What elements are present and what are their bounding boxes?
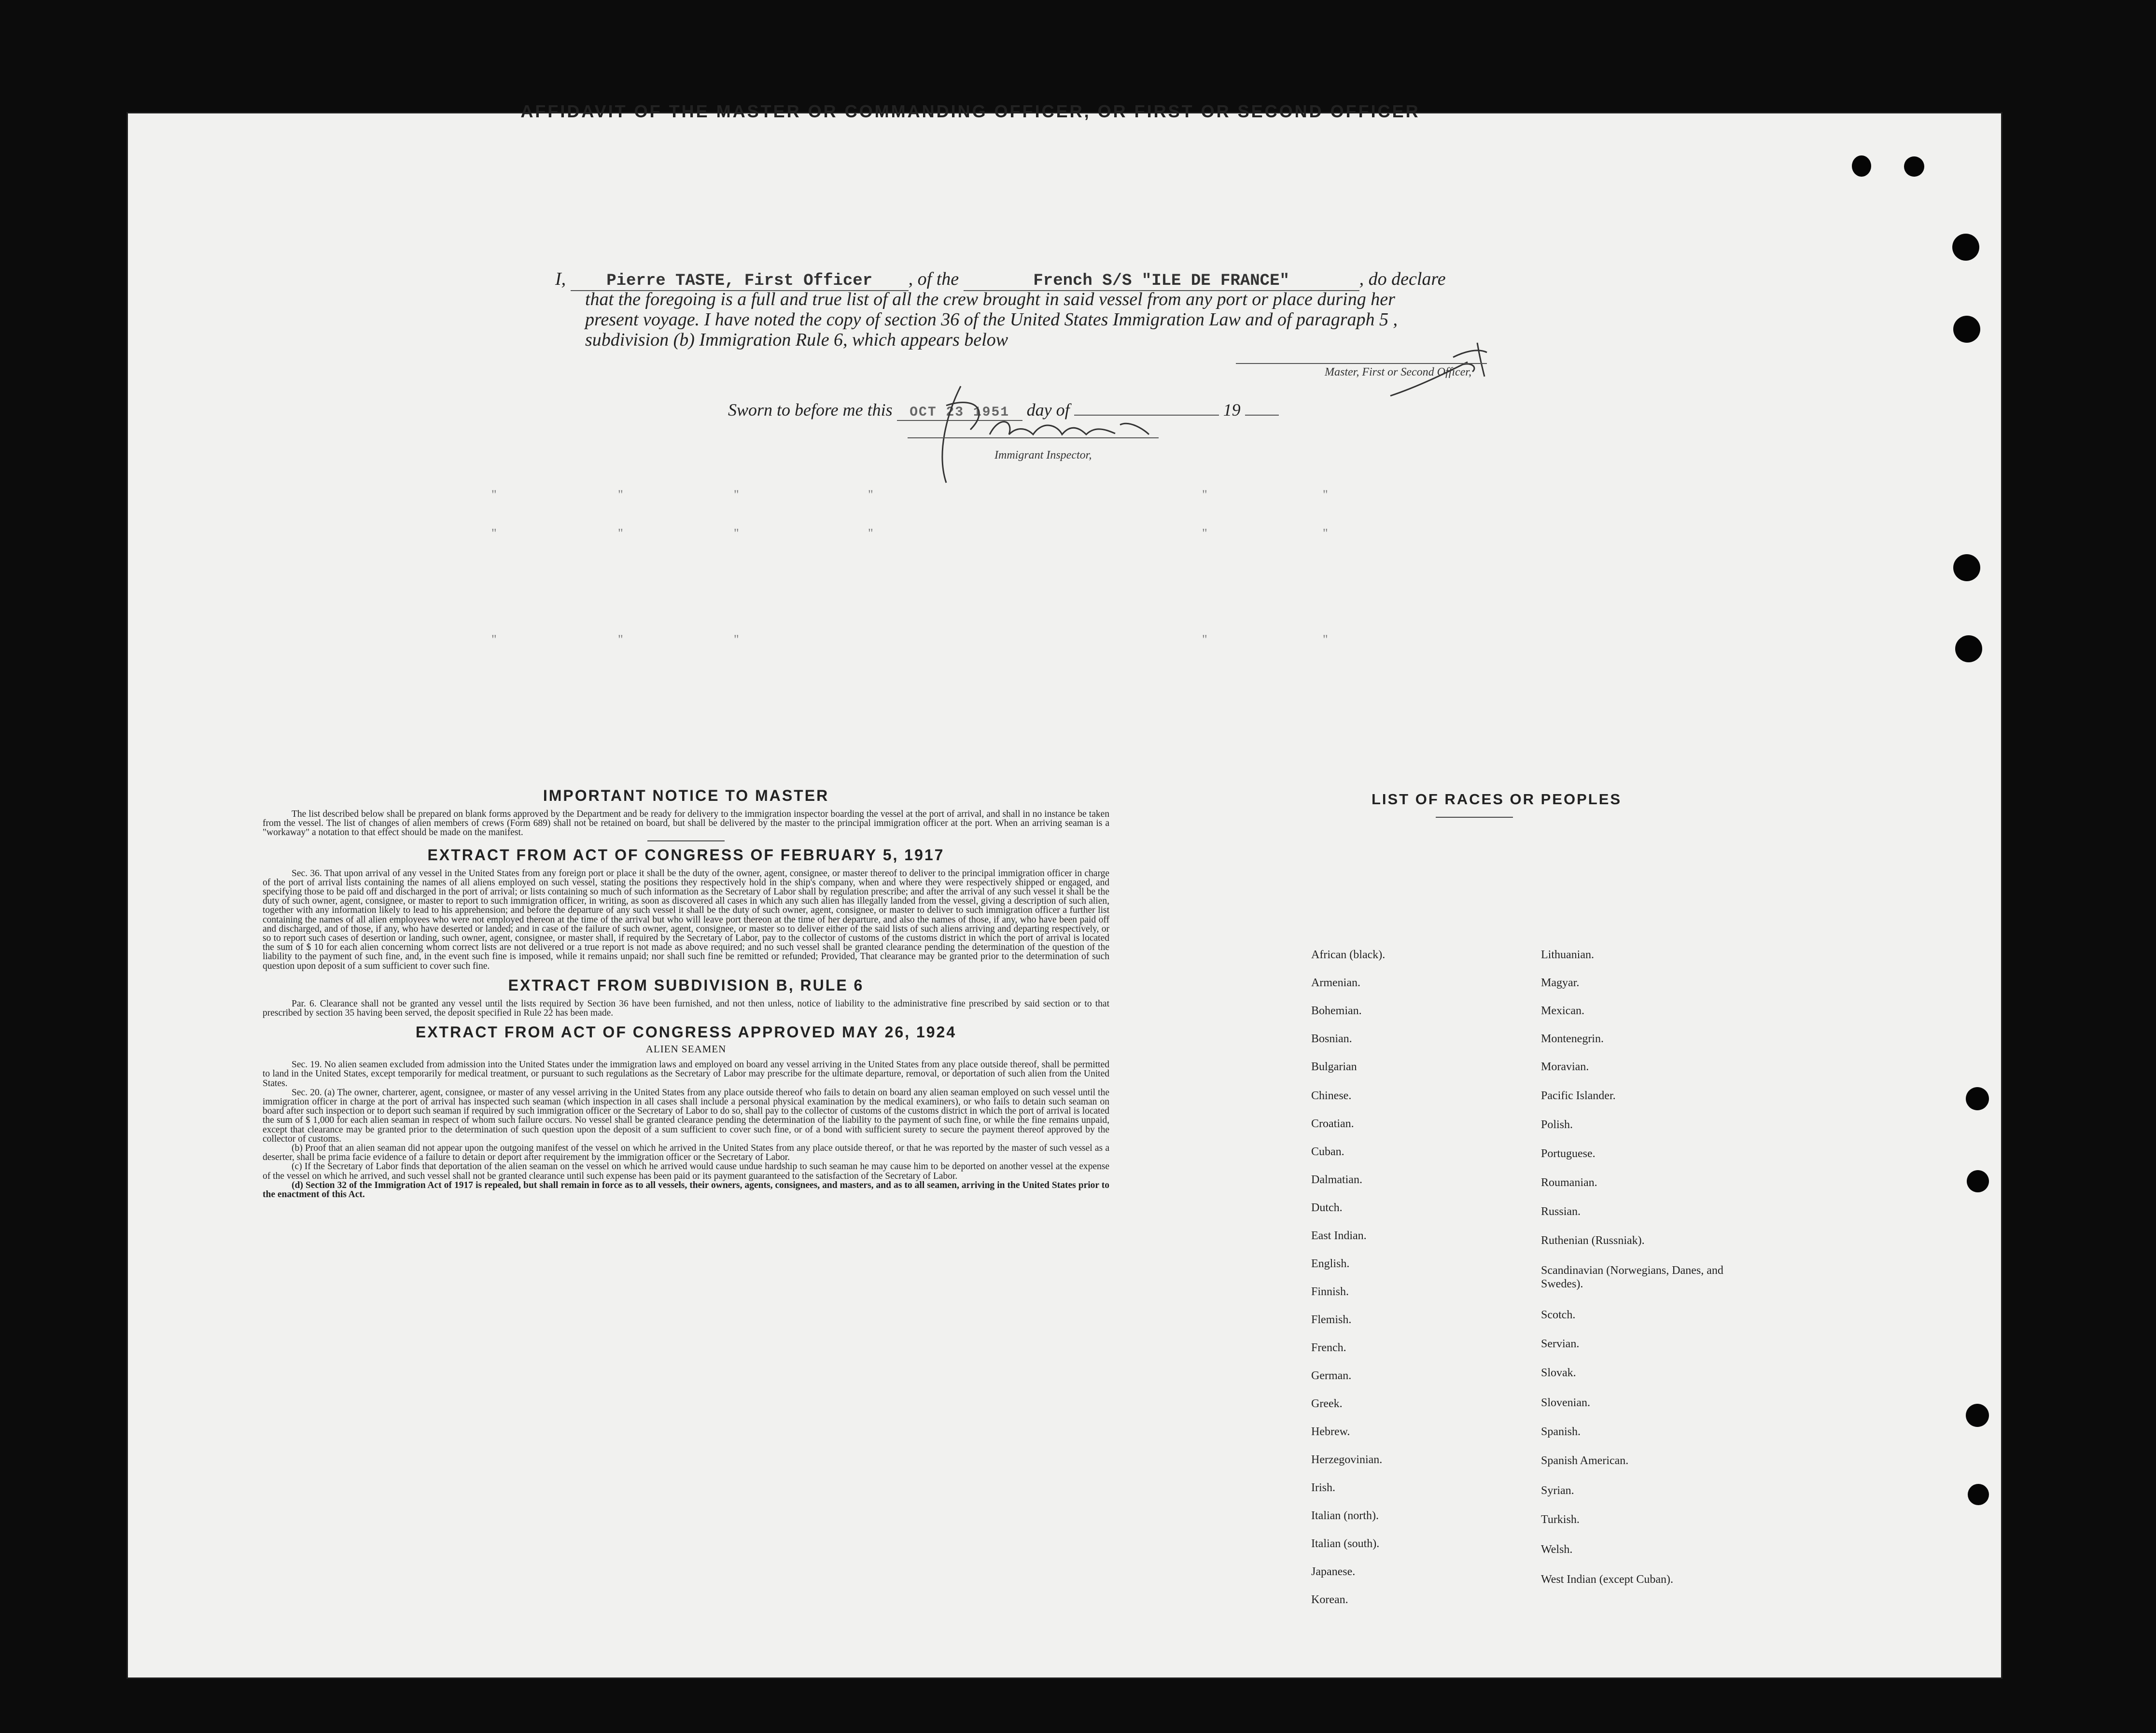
punch-hole [1966,1087,1989,1110]
do-declare-text: , do declare [1359,269,1446,289]
race-item: Montenegrin. [1541,1033,1604,1045]
section-20a-text: Sec. 20. (a) The owner, charterer, agent, consignee, or master of any vessel arriving in the United States from any place outside thereof who fails to detain on board any alien seaman employed on such vessel until the immigration officer in charge at the port of arrival has inspected such seaman (which inspection in all cases shall include a personal physical examination by the medical examiners), or who fails to detain such seaman on board after such inspection or to deport such seaman if required by such immigration officer or the Secretary of Labor to do so, shall pay to the collector of customs of the customs district in which the port of arrival is located the sum of $ 1,000 for each alien seaman in respect of whom such failure occurs. No vessel shall be granted clearance pending the determination of the liability to the payment of such fine, or while the fine remains unpaid, except that clearance may be granted prior to the determination of such question upon the deposit of a sum sufficient to cover such fine, or of a bond with sufficient surety to secure the payment thereof approved by the collector of customs. [263,1087,1109,1144]
day-of-text: day of [1026,400,1070,419]
race-item: Syrian. [1541,1484,1574,1497]
race-item: Moravian. [1541,1061,1589,1073]
race-item: Bulgarian [1311,1061,1357,1073]
punch-hole [1968,1484,1989,1505]
race-item: Greek. [1311,1398,1343,1410]
race-item: African (black). [1311,949,1386,961]
race-item: Finnish. [1311,1286,1349,1298]
race-item: Cuban. [1311,1146,1344,1158]
affidavit-line-1 [555,268,1446,291]
race-item: Lithuanian. [1541,949,1594,961]
affidavit-line-4: subdivision (b) Immigration Rule 6, which appears below [585,330,1008,350]
race-item: Korean. [1311,1593,1348,1606]
race-item: Spanish American. [1541,1454,1629,1467]
affidavit-title: AFFIDAVIT OF THE MASTER OR COMMANDING OFFICER, OR FIRST OR SECOND OFFICER [520,101,1420,121]
race-item: Polish. [1541,1118,1573,1131]
race-item: Mexican. [1541,1005,1584,1017]
year-prefix: 19 [1223,400,1241,419]
race-item: Flemish. [1311,1314,1352,1326]
sworn-prefix: Sworn to before me this [728,400,893,419]
notice-body: The list described below shall be prepared on blank forms approved by the Department and be ready for delivery to the immigration inspector boarding the vessel at the port of arrival, and shall in no instance be taken from the vessel. The list of changes of alien members of crews (Form 689) shall not be retained on board, but shall be delivered by the master to the principal immigration officer at the port. When an arriving seaman is a "workaway" a notation to that effect should be made on the manifest. [263,809,1109,838]
pronoun-i: I, [555,269,566,289]
race-item: Italian (south). [1311,1537,1380,1550]
punch-hole [1966,1404,1989,1427]
race-item: Magyar. [1541,977,1580,989]
affidavit-line-2: that the foregoing is a full and true list of all the crew brought in said vessel from any port or place during her [585,289,1395,309]
race-item: Pacific Islander. [1541,1090,1616,1102]
race-item: Welsh. [1541,1543,1573,1556]
date-stamp: OCT 23 1951 [910,405,1010,420]
race-item: Slovak. [1541,1367,1576,1379]
race-item: Irish. [1311,1481,1335,1494]
affidavit-line-3: present voyage. I have noted the copy of section 36 of the United States Immigration Law and of paragraph 5 , [585,309,1398,330]
race-item: Armenian. [1311,977,1360,989]
race-item: Hebrew. [1311,1426,1350,1438]
race-item: Bohemian. [1311,1005,1362,1017]
race-item: Spanish. [1541,1426,1581,1438]
alien-seamen-subtitle: ALIEN SEAMEN [645,1043,727,1055]
races-title: LIST OF RACES OR PEOPLES [1371,791,1622,808]
race-item: English. [1311,1258,1350,1270]
declarant-name: Pierre TASTE, First Officer [606,272,873,290]
race-item: Roumanian. [1541,1176,1597,1189]
race-item: Ruthenian (Russniak). [1541,1234,1645,1247]
punch-hole [1852,155,1871,177]
race-item: Slovenian. [1541,1397,1590,1409]
race-item: Chinese. [1311,1090,1352,1102]
race-item: German. [1311,1370,1352,1382]
race-item: Japanese. [1311,1565,1356,1578]
race-item: Scandinavian (Norwegians, Danes, and Swedes). [1541,1264,1723,1290]
extract-rule6-title: EXTRACT FROM SUBDIVISION B, RULE 6 [508,976,864,994]
punch-hole [1952,234,1979,261]
section-20b-text: (b) Proof that an alien seaman did not appear upon the outgoing manifest of the vessel on which he arrived in the United States from any place outside thereof, or that he was reported by the master of such vessel as a deserter, shall be prima facie evidence of a failure to detain or deport after requirement by the immigration officer or the Secretary of Labor. [263,1143,1109,1163]
race-item: Croatian. [1311,1118,1354,1130]
vessel-name: French S/S "ILE DE FRANCE" [1033,272,1289,290]
extract-1917-title: EXTRACT FROM ACT OF CONGRESS OF FEBRUARY 5, 1917 [427,846,945,864]
paragraph-6-text: Par. 6. Clearance shall not be granted any vessel until the lists required by Section 36 have been furnished, and not then unless, notice of liability to the administrative fine prescribed by said section or to that prescribed by section 35 having been served, the deposit specified in Rule 22 has been made. [263,998,1109,1019]
punch-hole [1904,156,1924,177]
race-item: West Indian (except Cuban). [1541,1573,1673,1586]
officer-caption: Master, First or Second Officer, [1325,366,1471,378]
race-item: Bosnian. [1311,1033,1352,1045]
race-item: Servian. [1541,1338,1580,1350]
race-item: Turkish. [1541,1513,1580,1526]
race-item: Scotch. [1541,1309,1576,1321]
punch-hole [1953,316,1980,343]
race-item: Italian (north). [1311,1509,1379,1522]
race-item: French. [1311,1342,1346,1354]
section-20c-text: (c) If the Secretary of Labor finds that deportation of the alien seaman on the vessel on which he arrived would cause undue hardship to such seaman he may cause him to be deported on another vessel at the expense of the vessel on which he arrived, and such vessel shall not be granted clearance until such expense has been paid or its payment guaranteed to the satisfaction of the Secretary of Labor. [263,1161,1109,1181]
punch-hole [1953,554,1980,581]
race-item: Portuguese. [1541,1147,1596,1160]
notice-section [263,787,1109,1199]
race-item: Dalmatian. [1311,1174,1362,1186]
section-36-text: Sec. 36. That upon arrival of any vessel in the United States from any foreign port or place it shall be the duty of the owner, agent, consignee, or master thereof to deliver to the principal immigration officer in charge of the port of arrival lists containing the names of all aliens employed on such vessel, stating the positions they respectively hold in the ship's company, when and where they were respectively shipped or engaged, and specifying those to be paid off and discharged in the port of arrival; or lists containing so much of such information as the Secretary of Labor shall by regulation prescribe; and after the arrival of any such vessel it shall be the duty of such owner, agent, consignee, or master to report to such immigration officer, in writing, as soon as discovered all cases in which any such alien has illegally landed from the vessel, giving a description of such alien, together with any information likely to lead to his apprehension; and before the departure of any such vessel it shall be the duty of such owner, agent, consignee, or master to deliver to such immigration officer a further list containing the names of all alien employees who were not employed thereon at the time of the arrival but who will leave port thereon at the time of her departure, and also the names of those, if any, who have been paid off and discharged, and of those, if any, who have deserted or landed; and in case of the failure of such owner, agent, consignee, or master so to deliver either of the said lists of such aliens arriving and departing respectively, or so to report such cases of desertion or landing, such owner, agent, consignee, or master shall, if required by the Secretary of Labor, pay to the collector of customs of the customs district in which the port of arrival is located the sum of $ 10 for each alien concerning whom correct lists are not delivered or a true report is not made as above required; and no such vessel shall be granted clearance pending the determination of the question of the liability to the payment of such fine, and, in the event such fine is imposed, while it remains unpaid; nor shall such fine be remitted or refunded; Provided, That clearance may be granted prior to the determination of such question upon deposit of a sum sufficient to cover such fine. [263,868,1109,971]
notice-title: IMPORTANT NOTICE TO MASTER [543,787,829,804]
section-20d-text: (d) Section 32 of the Immigration Act of 1917 is repealed, but shall remain in force as to all vessels, their owners, agents, consignees, and masters, and as to all seamen, arriving in the United States prior to the enactment of this Act. [263,1180,1109,1200]
race-item: Dutch. [1311,1202,1343,1214]
inspector-signature [917,377,1188,492]
race-item: East Indian. [1311,1230,1367,1242]
race-item: Russian. [1541,1205,1581,1218]
of-the-text: , of the [908,269,959,289]
punch-hole [1967,1170,1989,1192]
section-19-text: Sec. 19. No alien seamen excluded from admission into the United States under the immigration laws and employed on board any vessel arriving in the United States from any place outside thereof, shall be permitted to land in the United States, except temporarily for medical treatment, or pursuant to such regulations as the Secretary of Labor may prescribe for the ultimate departure, removal, or deportation of such alien from the United States. [263,1060,1109,1089]
inspector-caption: Immigrant Inspector, [994,449,1092,461]
race-item: Herzegovinian. [1311,1453,1383,1466]
extract-1924-title: EXTRACT FROM ACT OF CONGRESS APPROVED MAY 26, 1924 [415,1023,957,1041]
punch-hole [1955,635,1982,662]
